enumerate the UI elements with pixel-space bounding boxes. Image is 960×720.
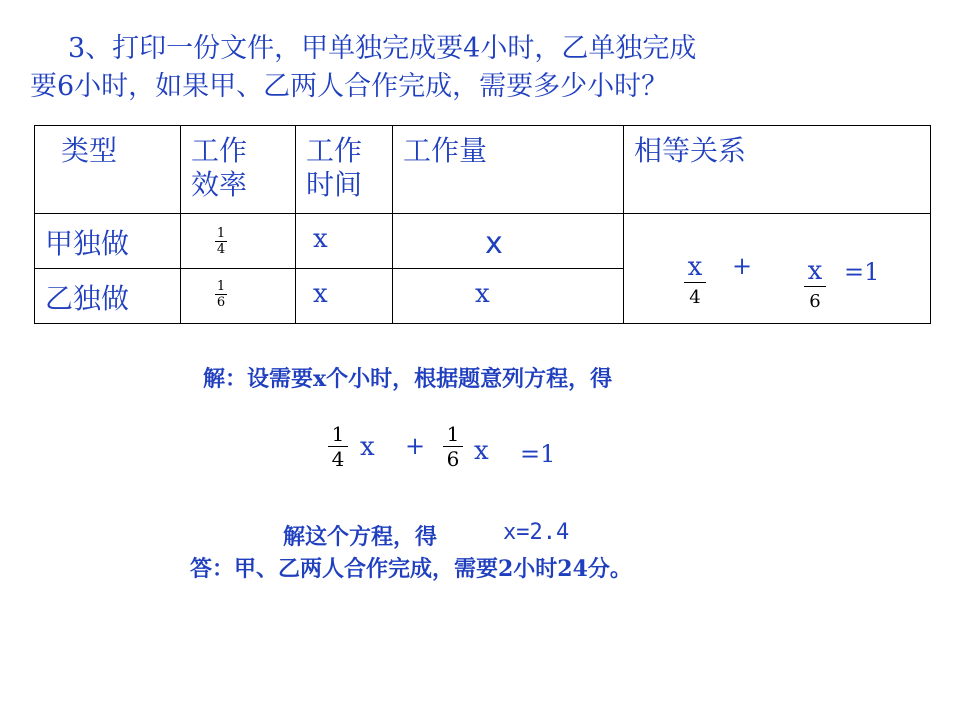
relation-term2 (804, 256, 826, 317)
header-work (393, 126, 624, 214)
row-b-work: x (475, 279, 490, 309)
row-a-work-cell (393, 214, 624, 269)
problem-line-1: 3、打印一份文件，甲单独完成要4小时，乙单独完成 (68, 33, 697, 64)
equation-b-var: x (474, 436, 489, 466)
row-a-time-cell (296, 214, 393, 269)
header-time-line1: 工作 (306, 134, 363, 167)
relation-cell (624, 214, 931, 324)
header-efficiency-line2: 效率 (191, 168, 248, 201)
equation-plus: + (405, 432, 426, 460)
analysis-table (34, 125, 931, 324)
header-work-label: 工作量 (403, 134, 488, 167)
header-efficiency (181, 126, 296, 214)
equation-b-den: 6 (446, 447, 460, 471)
row-a-rate-num: 1 (216, 226, 226, 241)
row-a-work: x (485, 226, 503, 261)
relation-term1 (684, 252, 706, 313)
solution-value: x=2.4 (503, 520, 570, 545)
problem-line-2: 要6小时，如果甲、乙两人合作完成，需要多少小时？ (30, 71, 669, 102)
equation-a-den: 4 (331, 447, 345, 471)
row-b-label-cell (35, 269, 181, 324)
row-a-time: x (313, 224, 328, 254)
relation-term2-den: 6 (809, 291, 821, 312)
row-b-time-cell (296, 269, 393, 324)
relation-term1-num: x (684, 252, 706, 283)
row-b-rate-num: 1 (216, 279, 226, 294)
row-a-rate-cell (181, 214, 296, 269)
equation-a-num: 1 (328, 422, 348, 447)
header-type-label: 类型 (61, 134, 118, 167)
row-b-rate-fraction (215, 279, 227, 310)
header-relation (624, 126, 931, 214)
row-b-rate-den: 6 (216, 295, 226, 310)
row-b-work-cell (393, 269, 624, 324)
equation-rhs: =1 (520, 440, 556, 468)
row-b-rate-cell (181, 269, 296, 324)
table-row (35, 214, 931, 269)
row-b-time: x (313, 279, 328, 309)
relation-rhs: =1 (844, 258, 880, 286)
row-a-rate-den: 4 (216, 242, 226, 257)
equation-term-b (443, 422, 463, 471)
equation-b-num: 1 (443, 422, 463, 447)
header-time-line2: 时间 (306, 168, 363, 201)
row-b-label: 乙独做 (45, 282, 130, 315)
equation-a-var: x (360, 432, 375, 462)
row-a-label-cell (35, 214, 181, 269)
header-efficiency-line1: 工作 (191, 134, 248, 167)
relation-term1-den: 4 (689, 287, 701, 308)
solution-intro: 解：设需要x个小时，根据题意列方程，得 (203, 366, 613, 392)
relation-term2-num: x (804, 256, 826, 287)
equation-term-a (328, 422, 348, 471)
row-a-rate-fraction (215, 226, 227, 257)
answer: 答：甲、乙两人合作完成，需要2小时24分。 (190, 556, 632, 582)
row-a-label: 甲独做 (45, 227, 130, 260)
table-header-row (35, 126, 931, 214)
solution-solve-text: 解这个方程，得 (283, 524, 438, 550)
header-relation-label: 相等关系 (634, 134, 747, 167)
problem-statement (30, 30, 850, 106)
header-type (35, 126, 181, 214)
relation-plus: + (732, 252, 753, 280)
header-time (296, 126, 393, 214)
